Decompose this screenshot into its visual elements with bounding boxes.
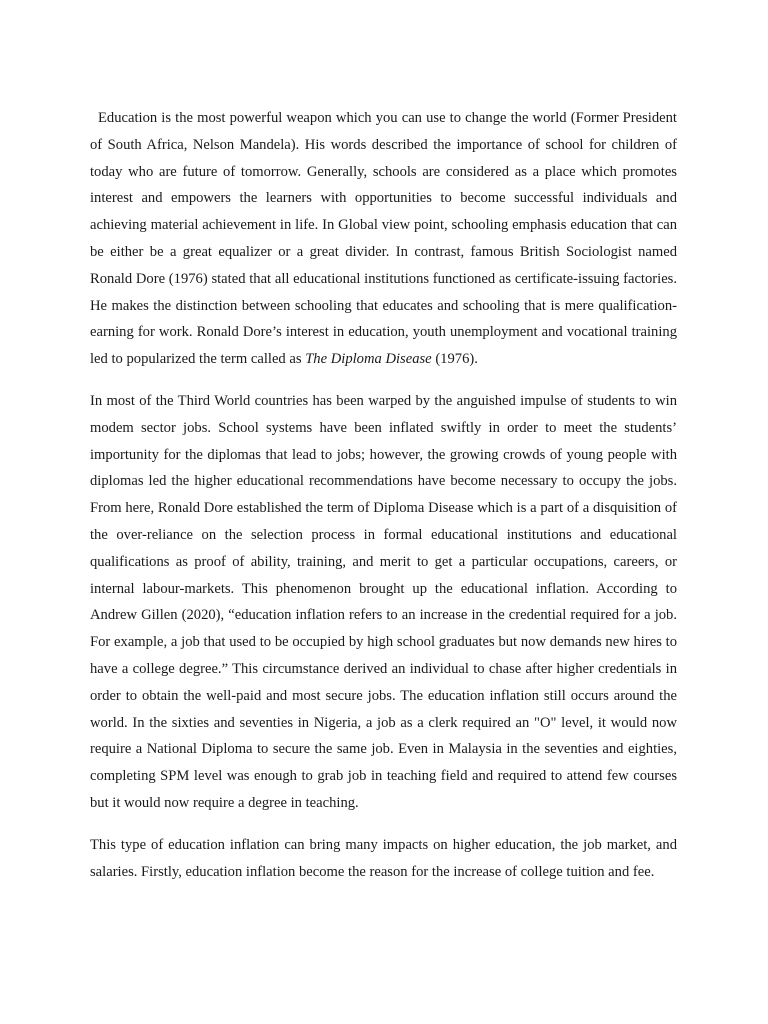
document-page [90,105,677,900]
paragraph-text: In most of the Third World countries has been warped by the anguished impulse of students to win modem sector jobs. School systems have been inflated swiftly in order to meet the students’ importunity for the diplomas that lead to jobs; however, the growing crowds of young people with diplomas led the higher educational recommendations have become necessary to occupy the jobs. From here, Ronald Dore established the term of Diploma Disease which is a part of a disquisition of the over-reliance on the selection process in formal educational institutions and educational qualifications as proof of ability, training, and merit to get a particular occupations, careers, or internal labour-markets. This phenomenon brought up the educational inflation. According to Andrew Gillen (2020), “education inflation refers to an increase in the credential required for a job. For example, a job that used to be occupied by high school graduates but now demands new hires to have a college degree.” This circumstance derived an individual to chase after higher credentials in order to obtain the well-paid and most secure jobs. The education inflation still occurs around the world. In the sixties and seventies in Nigeria, a job as a clerk required an "O" level, it would now require a National Diploma to secure the same job. Even in Malaysia in the seventies and eighties, completing SPM level was enough to grab job in teaching field and required to attend few courses but it would now require a degree in teaching. [90,392,677,811]
book-title: The Diploma Disease [305,351,432,368]
paragraph-impacts [90,832,677,886]
paragraph-text: Education is the most powerful weapon which you can use to change the world (Former President of South Africa, Nelson Mandela). His words described the importance of school for children of today who are future of tomorrow. Generally, schools are considered as a place which promotes interest and empowers the learners with opportunities to become successful individuals and achieving material achievement in life. In Global view point, schooling emphasis education that can be either be a great equalizer or a great divider. In contrast, famous British Sociologist named Ronald Dore (1976) stated that all educational institutions functioned as certificate-issuing factories. He makes the distinction between schooling that educates and schooling that is mere qualification-earning for work. Ronald Dore’s interest in education, youth unemployment and vocational training led to popularized the term called as [90,110,677,368]
paragraph-text: This type of education inflation can bring many impacts on higher education, the job market, and salaries. Firstly, education inflation become the reason for the increase of college tuition and fee. [90,836,677,880]
paragraph-intro [90,105,677,373]
paragraph-text: (1976). [431,351,478,368]
paragraph-third-world [90,388,677,817]
